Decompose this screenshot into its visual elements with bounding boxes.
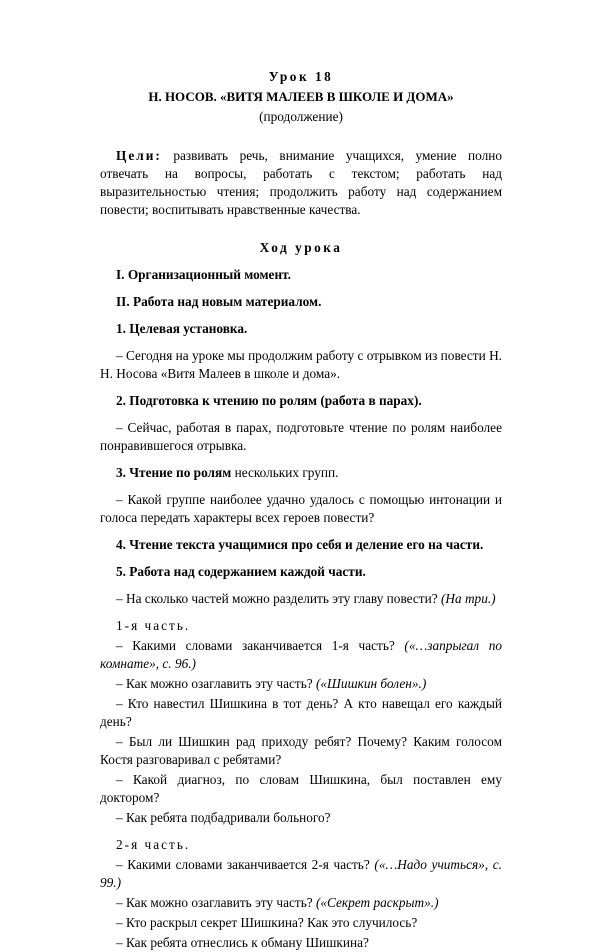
section-new-material: II. Работа над новым материалом. (116, 294, 322, 309)
part2-label: 2-я часть. (116, 837, 191, 852)
parts-answer: (На три.) (440, 591, 496, 606)
document-content (100, 68, 502, 952)
part2-question-1 (100, 856, 502, 892)
role-reading-text: – Какой группе наиболее удачно удалось с помощью интонации и голоса передать характеры всех героев повести? (100, 492, 502, 525)
part2-question-4: – Как ребята отнеслись к обману Шишкина? (116, 935, 369, 950)
part1-q1-text: – Какими словами заканчивается 1-я часть? (116, 638, 405, 653)
part1-a1: («…запрыгал по комнате», с. 96.) (100, 638, 502, 671)
part1-question-2 (100, 675, 502, 693)
part2-question-2 (100, 894, 502, 912)
part1-question-1 (100, 637, 502, 673)
part1-a2: («Шишкин болен».) (315, 676, 427, 691)
part2-question-3: – Кто раскрыл секрет Шишкина? Как это случилось? (116, 915, 418, 930)
part1-question-5: – Какой диагноз, по словам Шишкина, был поставлен ему доктором? (100, 772, 502, 805)
part2-a2: («Секрет раскрыт».) (315, 895, 439, 910)
subsection-content-work: 5. Работа над содержанием каждой части. (116, 564, 366, 579)
section-organizational: I. Организационный момент. (116, 267, 291, 282)
goals-label: Цели: (116, 148, 162, 163)
parts-question (100, 590, 502, 608)
part1-question-4: – Был ли Шишкин рад приходу ребят? Почему? Каким голосом Костя разговаривал с ребятами? (100, 734, 502, 767)
subsection-role-reading-prep: 2. Подготовка к чтению по ролям (работа в парах). (116, 393, 422, 408)
part2-q1-text: – Какими словами заканчивается 2-я часть? (116, 857, 375, 872)
lesson-subtitle: (продолжение) (259, 109, 343, 124)
goal-setting-text: – Сегодня на уроке мы продолжим работу с отрывком из повести Н. Н. Носова «Витя Малеев в школе и дома». (100, 348, 502, 381)
subsection-goal-setting: 1. Целевая установка. (116, 321, 248, 336)
role-reading-prep-text: – Сейчас, работая в парах, подготовьте чтение по ролям наиболее понравившегося отрывка. (100, 420, 502, 453)
subsection-role-reading (100, 464, 502, 482)
part1-question-6: – Как ребята подбадривали больного? (116, 810, 331, 825)
part2-a1: («…Надо учиться», с. 99.) (100, 857, 502, 890)
lesson-title: Н. НОСОВ. «ВИТЯ МАЛЕЕВ В ШКОЛЕ И ДОМА» (148, 89, 454, 104)
role-reading-bold: 3. Чтение по ролям (116, 465, 232, 480)
part1-label: 1-я часть. (116, 618, 191, 633)
parts-question-text: – На сколько частей можно разделить эту главу повести? (116, 591, 441, 606)
goals-text: развивать речь, внимание учащихся, умение полно отвечать на вопросы, работать с текстом; работать над выразительностью чтения; продолжить работу над содержанием повести; воспитывать нравственные качества. (100, 148, 502, 217)
lesson-number: Урок 18 (268, 69, 334, 84)
part2-q2-text: – Как можно озаглавить эту часть? (116, 895, 316, 910)
part1-q2-text: – Как можно озаглавить эту часть? (116, 676, 316, 691)
subsection-silent-reading: 4. Чтение текста учащимися про себя и деление его на части. (116, 537, 484, 552)
part1-question-3: – Кто навестил Шишкина в тот день? А кто навещал его каждый день? (100, 696, 502, 729)
role-reading-rest: нескольких групп. (231, 465, 339, 480)
lesson-flow-heading: Ход урока (259, 240, 343, 255)
lesson-goals (100, 147, 502, 219)
